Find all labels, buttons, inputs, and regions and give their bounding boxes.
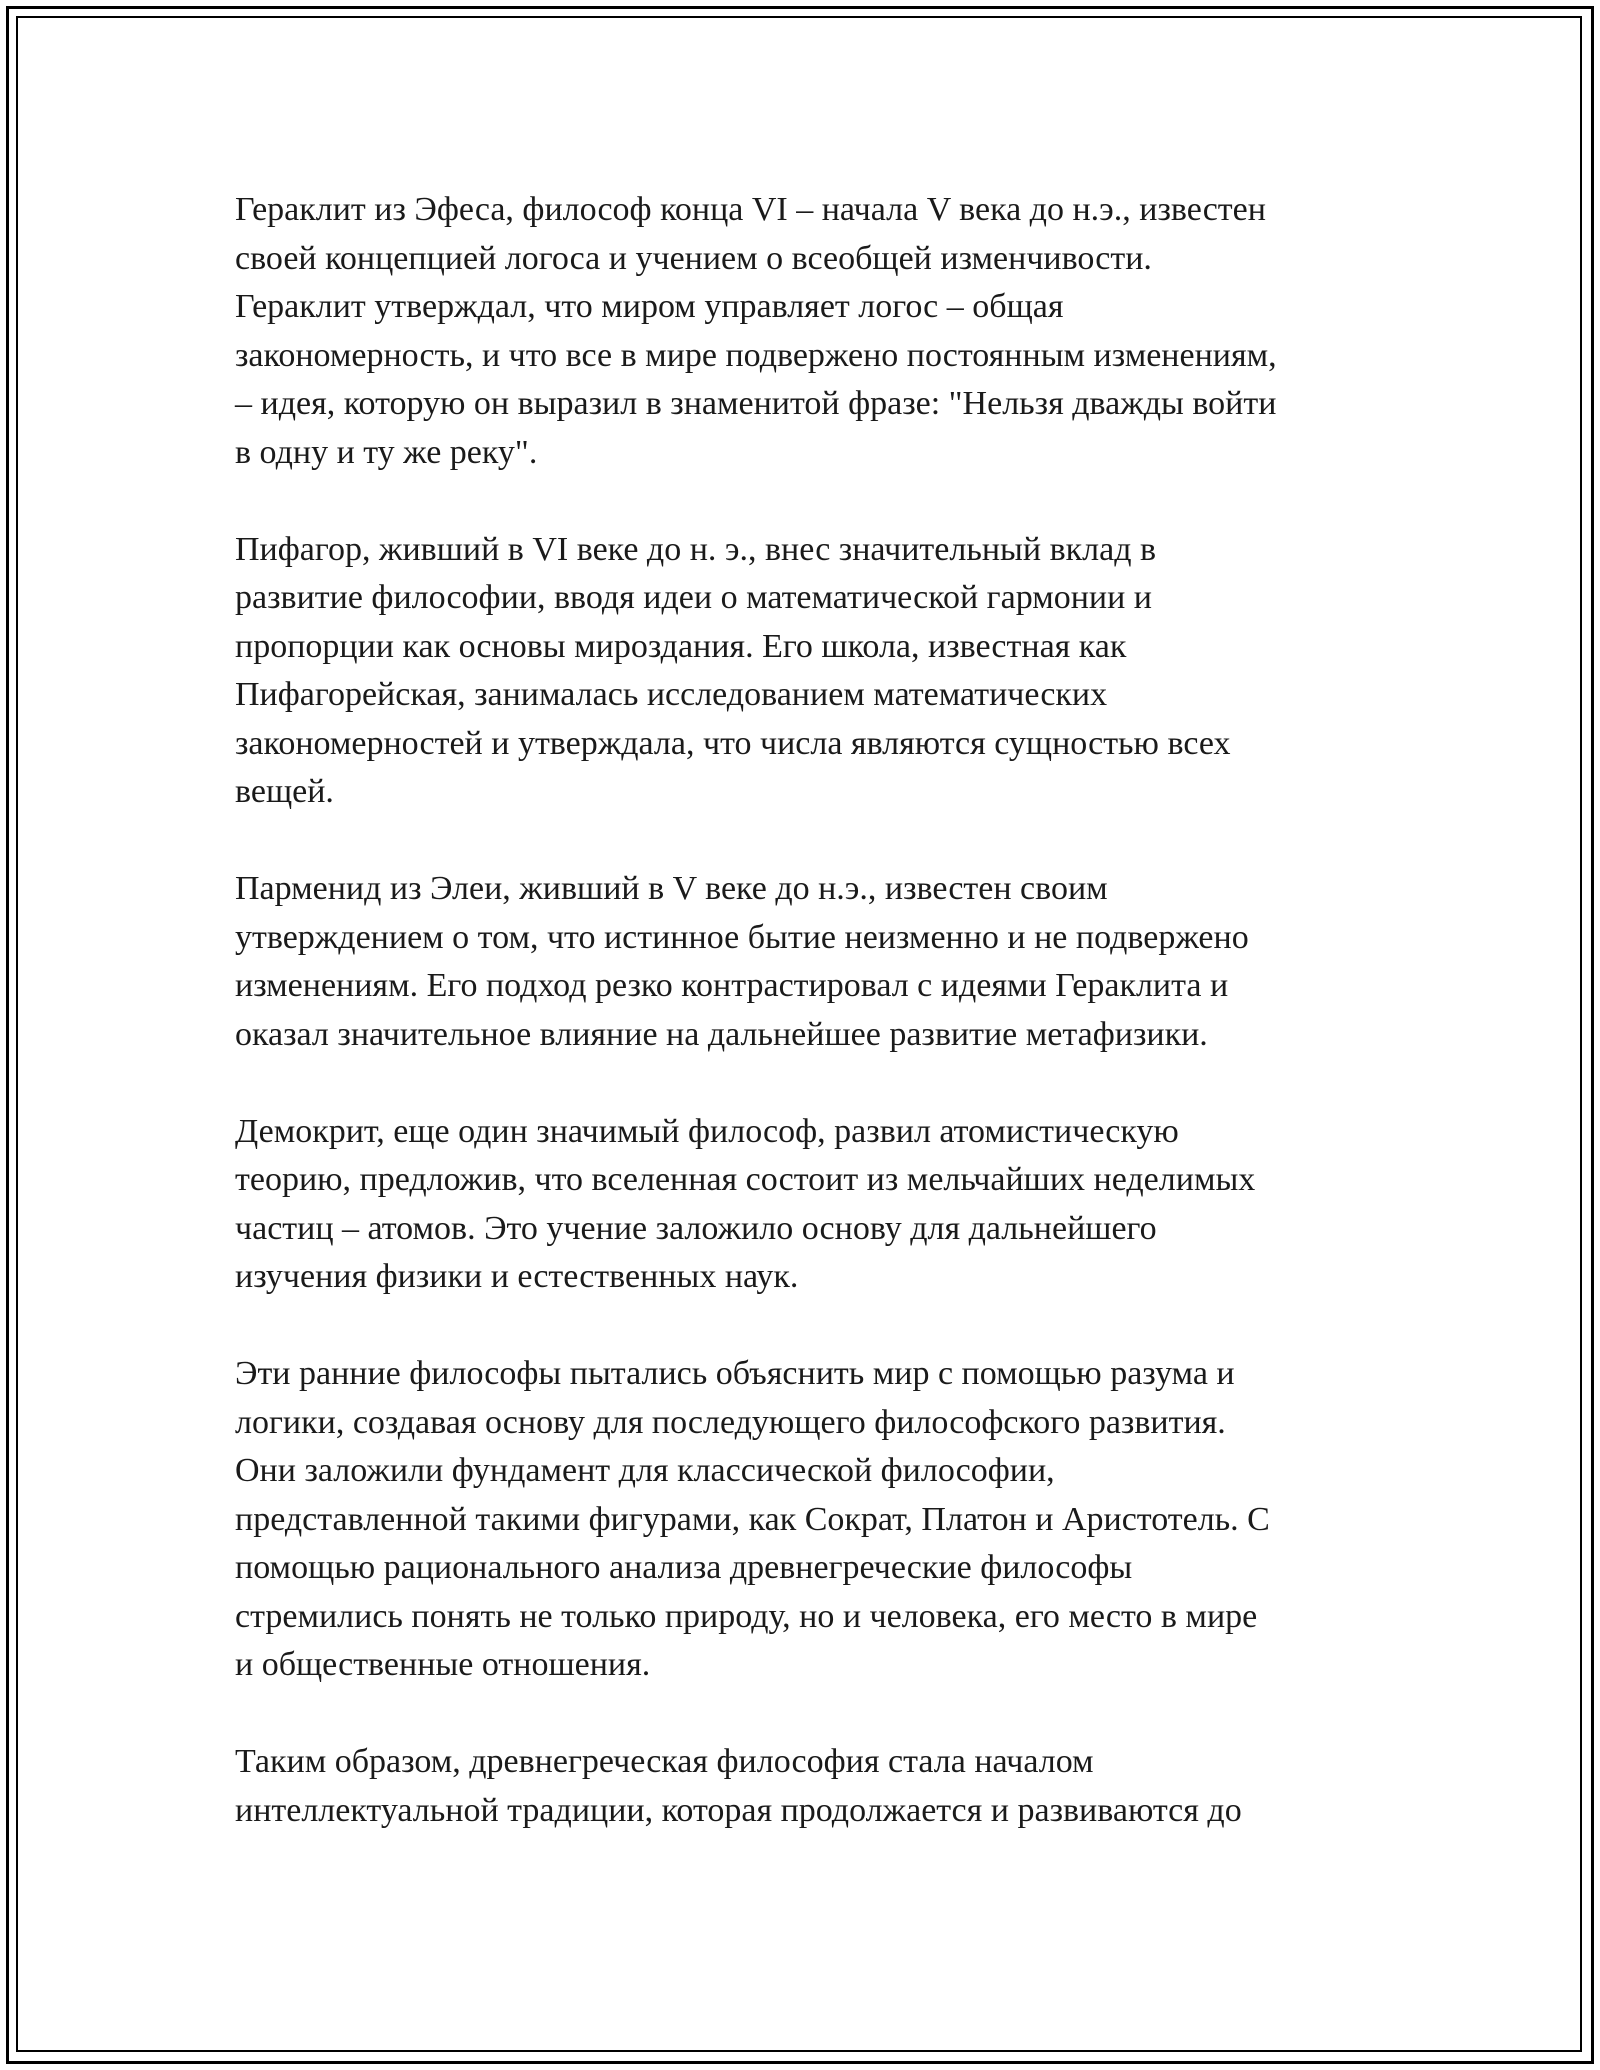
document-body: [235, 186, 1385, 1884]
paragraph-pythagoras: Пифагор, живший в VI веке до н. э., внес значительный вклад в развитие философии, вводя идеи о математической гармонии и пропорции как основы мироздания. Его школа, известная как Пифагорейская, занималась исследованием математических закономерностей и утверждала, что числа являются сущностью всех вещей.: [235, 530, 1231, 810]
paragraph-democritus: Демокрит, еще один значимый философ, развил атомистическую теорию, предложив, что вселенная состоит из мельчайших неделимых частиц – атомов. Это учение заложило основу для дальнейшего изучения физики и естественных наук.: [235, 1112, 1256, 1295]
paragraph-heraclitus: Гераклит из Эфеса, философ конца VI – начала V века до н.э., известен своей концепцией логоса и учением о всеобщей изменчивости. Гераклит утверждал, что миром управляет логос – общая закономерность, и что все в мире подвержено постоянным изменениям, – идея, которую он выразил в знаменитой фразе: "Нельзя дважды войти в одну и ту же реку".: [235, 191, 1277, 471]
paragraph-early-philosophers: Эти ранние философы пытались объяснить мир с помощью разума и логики, создавая основу для последующего философского развития. Они заложили фундамент для классической философии, представленной такими фигурами, как Сократ, Платон и Аристотель. С помощью рационального анализа древнегреческие философы стремились понять не только природу, но и человека, его место в мире и общественные отношения.: [235, 1355, 1270, 1683]
paragraph-conclusion: Таким образом, древнегреческая философия стала началом интеллектуальной традиции, которая продолжается и развиваются до: [235, 1743, 1242, 1829]
paragraph-parmenides: Парменид из Элеи, живший в V веке до н.э., известен своим утверждением о том, что истинное бытие неизменно и не подвержено изменениям. Его подход резко контрастировал с идеями Гераклита и оказал значительное влияние на дальнейшее развитие метафизики.: [235, 870, 1249, 1053]
